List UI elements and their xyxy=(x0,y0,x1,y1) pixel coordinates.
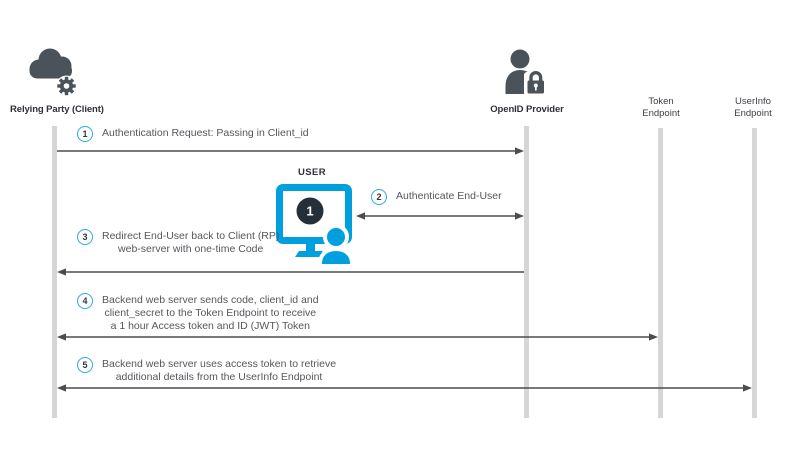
monitor-stand-stem xyxy=(306,241,315,252)
lifeline-userinfo-endpoint xyxy=(752,128,757,418)
user-monitor-icon xyxy=(268,180,356,266)
token-endpoint-line1: Token xyxy=(648,96,674,107)
step-2-number-badge: 2 xyxy=(371,189,387,205)
step-1-label xyxy=(102,126,309,140)
arrow-step-5 xyxy=(57,384,752,391)
user-person-silhouette xyxy=(320,226,352,266)
step-1 xyxy=(77,126,309,142)
user-label: USER xyxy=(298,167,326,178)
userinfo-endpoint-line1: UserInfo xyxy=(735,96,771,107)
step-5-line-1: Backend web server uses access token to retrieve xyxy=(102,358,337,370)
person-lock-icon xyxy=(504,49,552,97)
screen-badge-number: 1 xyxy=(306,203,314,219)
step-1-number-badge: 1 xyxy=(77,126,93,142)
arrow-step-4 xyxy=(57,333,658,340)
step-2 xyxy=(371,189,502,205)
step-3-line-1: Redirect End-User back to Client (RP) xyxy=(102,230,280,242)
lifeline-openid-provider xyxy=(524,126,529,418)
cloud-gear-icon xyxy=(29,46,79,98)
actor-label-userinfo-endpoint xyxy=(707,96,799,119)
step-3-line-2: web-server with one-time Code xyxy=(118,243,264,255)
step-5 xyxy=(77,357,336,384)
step-4 xyxy=(77,293,319,333)
step-2-line-1: Authenticate End-User xyxy=(396,190,502,202)
actor-label-openid-provider: OpenID Provider xyxy=(490,104,564,115)
step-5-number-badge: 5 xyxy=(77,357,93,373)
step-5-label xyxy=(102,357,336,384)
step-4-number-badge: 4 xyxy=(77,293,93,309)
lifeline-token-endpoint xyxy=(658,128,663,418)
step-4-line-3: a 1 hour Access token and ID (JWT) Token xyxy=(110,320,310,332)
actor-label-relying-party: Relying Party (Client) xyxy=(10,104,104,115)
step-4-line-2: client_secret to the Token Endpoint to receive xyxy=(104,307,317,319)
step-4-line-1: Backend web server sends code, client_id and xyxy=(102,294,319,306)
step-2-label xyxy=(396,189,502,203)
step-5-line-2: additional details from the UserInfo Endpoint xyxy=(115,371,323,383)
arrow-step-3 xyxy=(57,268,524,275)
arrow-step-2 xyxy=(356,212,524,219)
step-4-label xyxy=(102,293,319,333)
arrow-step-1 xyxy=(57,147,524,154)
userinfo-endpoint-line2: Endpoint xyxy=(734,107,772,119)
token-endpoint-line2: Endpoint xyxy=(642,107,680,119)
step-3-label xyxy=(102,229,279,256)
step-3 xyxy=(77,229,279,256)
step-1-line-1: Authentication Request: Passing in Client_id xyxy=(102,127,309,139)
lifeline-relying-party xyxy=(52,126,57,418)
step-3-number-badge: 3 xyxy=(77,229,93,245)
actor-label-token-endpoint xyxy=(615,96,707,119)
